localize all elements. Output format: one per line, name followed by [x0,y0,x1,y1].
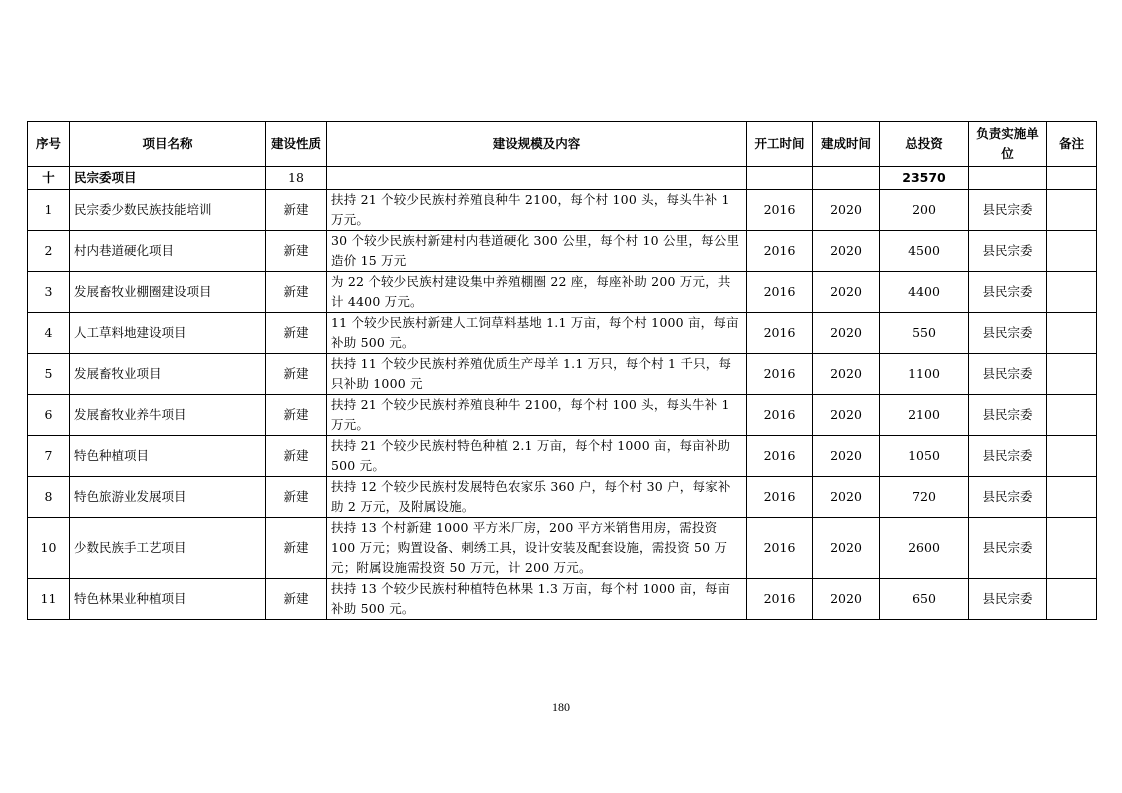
cell-investment: 2600 [880,518,969,579]
cell-investment: 2100 [880,395,969,436]
cell-start: 2016 [747,190,813,231]
cell-start: 2016 [747,436,813,477]
cell-name: 民宗委少数民族技能培训 [70,190,266,231]
section-remarks [1047,167,1097,190]
cell-start: 2016 [747,518,813,579]
cell-name: 特色种植项目 [70,436,266,477]
table-header [28,122,1097,167]
table-row [28,477,1097,518]
cell-remarks [1047,313,1097,354]
cell-investment: 4500 [880,231,969,272]
cell-scope: 扶持 21 个较少民族村特色种植 2.1 万亩，每个村 1000 亩，每亩补助 500 元。 [327,436,747,477]
cell-end: 2020 [813,518,880,579]
cell-index: 8 [28,477,70,518]
cell-scope: 扶持 13 个较少民族村种植特色林果 1.3 万亩，每个村 1000 亩，每亩补助 500 元。 [327,579,747,620]
cell-unit: 县民宗委 [969,354,1047,395]
cell-index: 3 [28,272,70,313]
table-row [28,395,1097,436]
project-table [27,121,1097,620]
cell-end: 2020 [813,354,880,395]
cell-end: 2020 [813,395,880,436]
cell-remarks [1047,436,1097,477]
cell-scope: 扶持 11 个较少民族村养殖优质生产母羊 1.1 万只，每个村 1 千只，每只补助 1000 元 [327,354,747,395]
cell-end: 2020 [813,313,880,354]
table-row [28,313,1097,354]
cell-nature: 新建 [266,190,327,231]
cell-remarks [1047,272,1097,313]
cell-unit: 县民宗委 [969,579,1047,620]
table-row [28,354,1097,395]
header-start: 开工时间 [747,122,813,167]
section-investment: 23570 [880,167,969,190]
cell-scope: 扶持 13 个村新建 1000 平方米厂房，200 平方米销售用房，需投资 100 万元；购置设备、刺绣工具，设计安装及配套设施，需投资 50 万元；附属设施需投资 50 万元，计 200 万元。 [327,518,747,579]
table-row [28,190,1097,231]
cell-start: 2016 [747,354,813,395]
cell-remarks [1047,579,1097,620]
cell-remarks [1047,190,1097,231]
section-unit [969,167,1047,190]
cell-nature: 新建 [266,313,327,354]
table-row [28,272,1097,313]
cell-nature: 新建 [266,477,327,518]
cell-name: 特色旅游业发展项目 [70,477,266,518]
cell-start: 2016 [747,231,813,272]
cell-start: 2016 [747,272,813,313]
cell-unit: 县民宗委 [969,313,1047,354]
cell-unit: 县民宗委 [969,395,1047,436]
header-name: 项目名称 [70,122,266,167]
cell-start: 2016 [747,313,813,354]
header-scope: 建设规模及内容 [327,122,747,167]
section-name: 民宗委项目 [70,167,266,190]
cell-name: 村内巷道硬化项目 [70,231,266,272]
cell-start: 2016 [747,395,813,436]
cell-name: 人工草料地建设项目 [70,313,266,354]
section-nature: 18 [266,167,327,190]
cell-unit: 县民宗委 [969,272,1047,313]
cell-nature: 新建 [266,518,327,579]
cell-investment: 650 [880,579,969,620]
section-row [28,167,1097,190]
cell-index: 11 [28,579,70,620]
cell-remarks [1047,354,1097,395]
cell-name: 发展畜牧业棚圈建设项目 [70,272,266,313]
cell-scope: 11 个较少民族村新建人工饲草料基地 1.1 万亩，每个村 1000 亩，每亩补助 500 元。 [327,313,747,354]
section-start [747,167,813,190]
cell-name: 特色林果业种植项目 [70,579,266,620]
cell-index: 4 [28,313,70,354]
cell-scope: 为 22 个较少民族村建设集中养殖棚圈 22 座，每座补助 200 万元，共计 4400 万元。 [327,272,747,313]
cell-scope: 扶持 21 个较少民族村养殖良种牛 2100，每个村 100 头，每头牛补 1 万元。 [327,395,747,436]
table-body [28,167,1097,620]
cell-nature: 新建 [266,579,327,620]
section-scope [327,167,747,190]
cell-investment: 1050 [880,436,969,477]
cell-index: 7 [28,436,70,477]
cell-scope: 30 个较少民族村新建村内巷道硬化 300 公里，每个村 10 公里，每公里造价 15 万元 [327,231,747,272]
cell-unit: 县民宗委 [969,518,1047,579]
table-row [28,518,1097,579]
cell-investment: 550 [880,313,969,354]
cell-remarks [1047,395,1097,436]
cell-investment: 200 [880,190,969,231]
page-number: 180 [552,700,570,714]
header-unit: 负责实施单位 [969,122,1047,167]
cell-end: 2020 [813,436,880,477]
cell-name: 发展畜牧业项目 [70,354,266,395]
header-index: 序号 [28,122,70,167]
cell-nature: 新建 [266,354,327,395]
header-end: 建成时间 [813,122,880,167]
section-end [813,167,880,190]
header-investment: 总投资 [880,122,969,167]
cell-investment: 720 [880,477,969,518]
cell-unit: 县民宗委 [969,231,1047,272]
cell-nature: 新建 [266,436,327,477]
cell-end: 2020 [813,579,880,620]
cell-unit: 县民宗委 [969,190,1047,231]
cell-nature: 新建 [266,231,327,272]
cell-remarks [1047,231,1097,272]
cell-end: 2020 [813,477,880,518]
table-row [28,436,1097,477]
cell-end: 2020 [813,272,880,313]
cell-unit: 县民宗委 [969,477,1047,518]
cell-index: 10 [28,518,70,579]
header-remarks: 备注 [1047,122,1097,167]
cell-unit: 县民宗委 [969,436,1047,477]
cell-end: 2020 [813,231,880,272]
cell-scope: 扶持 12 个较少民族村发展特色农家乐 360 户，每个村 30 户，每家补助 2 万元，及附属设施。 [327,477,747,518]
cell-start: 2016 [747,579,813,620]
cell-scope: 扶持 21 个较少民族村养殖良种牛 2100，每个村 100 头，每头牛补 1 万元。 [327,190,747,231]
table-row [28,579,1097,620]
cell-index: 6 [28,395,70,436]
cell-name: 发展畜牧业养牛项目 [70,395,266,436]
header-nature: 建设性质 [266,122,327,167]
cell-index: 5 [28,354,70,395]
cell-index: 2 [28,231,70,272]
cell-end: 2020 [813,190,880,231]
table-row [28,231,1097,272]
cell-nature: 新建 [266,272,327,313]
cell-investment: 4400 [880,272,969,313]
cell-start: 2016 [747,477,813,518]
cell-index: 1 [28,190,70,231]
cell-name: 少数民族手工艺项目 [70,518,266,579]
section-index: 十 [28,167,70,190]
cell-investment: 1100 [880,354,969,395]
cell-nature: 新建 [266,395,327,436]
cell-remarks [1047,518,1097,579]
cell-remarks [1047,477,1097,518]
